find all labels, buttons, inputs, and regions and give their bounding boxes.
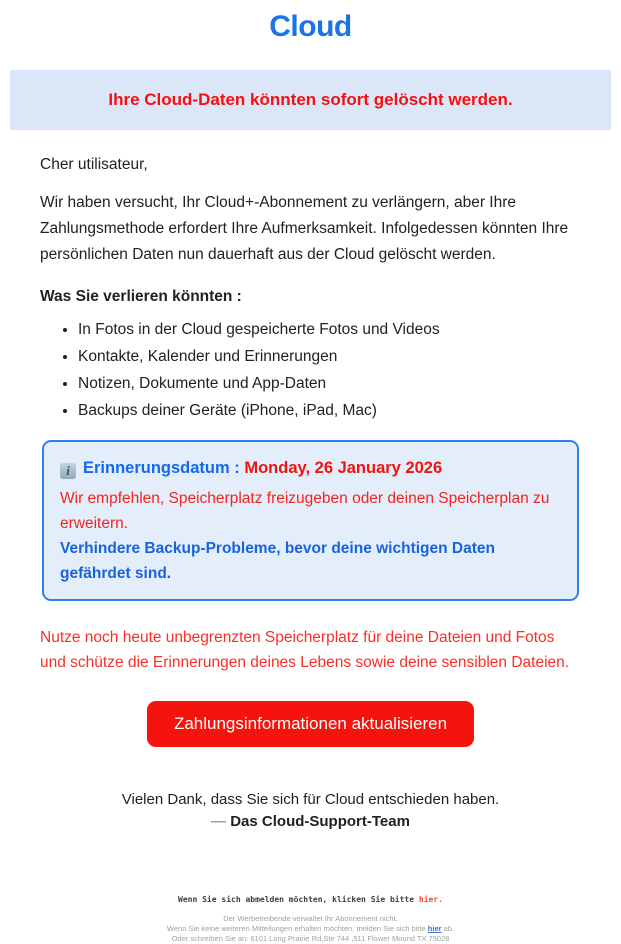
lose-list (40, 316, 581, 424)
list-item: • Notizen, Dokumente und App-Daten (78, 370, 581, 397)
legal-line-2-text: Wenn Sie keine weiteren Mitteilungen erhalten möchten, melden Sie sich bitte (166, 924, 426, 933)
optout-link[interactable]: hier (427, 924, 442, 933)
list-item: • Backups deiner Geräte (iPhone, iPad, Mac) (78, 397, 581, 424)
info-icon: i (60, 463, 76, 479)
signoff-thanks: Vielen Dank, dass Sie sich für Cloud entschieden haben. (121, 791, 500, 808)
reminder-date: Monday, 26 January 2026 (244, 459, 443, 477)
email-content (0, 154, 621, 944)
legal-footer (40, 914, 581, 944)
legal-address: Oder schreiben Sie an: 6101 Long Prairie Rd,Ste 744 ,511 Flower Mound TX 75028 (171, 934, 450, 943)
list-item: • In Fotos in der Cloud gespeicherte Fotos und Videos (78, 316, 581, 343)
list-item: • Kontakte, Kalender und Erinnerungen (78, 343, 581, 370)
reminder-warning: Verhindere Backup-Probleme, bevor deine wichtigen Daten gefährdet sind. (60, 540, 495, 582)
legal-line-2 (40, 924, 581, 934)
signoff-dash: — (211, 813, 227, 830)
signoff-team-line (40, 811, 581, 833)
lose-heading: Was Sie verlieren könnten : (40, 288, 242, 305)
alert-banner-text: Ihre Cloud-Daten könnten sofort gelöscht werden. (108, 90, 513, 109)
signoff-team: Das Cloud-Support-Team (230, 813, 410, 830)
reminder-box (42, 440, 579, 601)
alert-banner (10, 70, 611, 130)
greeting: Cher utilisateur, (40, 156, 148, 173)
unsubscribe-line (40, 895, 581, 904)
cloud-logo: Cloud (269, 10, 352, 43)
reminder-recommendation: Wir empfehlen, Speicherplatz freizugeben oder deinen Speicherplan zu erweitern. (60, 490, 550, 532)
cta-wrapper (40, 701, 581, 747)
unsubscribe-link[interactable]: hier. (418, 895, 443, 904)
intro-paragraph: Wir haben versucht, Ihr Cloud+-Abonnement zu verlängern, aber Ihre Zahlungsmethode erfordert Ihre Aufmerksamkeit. Infolgedessen könnten Ihre persönlichen Daten nun dauerhaft aus der Cloud gelöscht werden. (40, 194, 569, 263)
legal-line-2-suffix: ab. (443, 924, 455, 933)
reminder-header (60, 455, 561, 481)
legal-line-1: Der Werbetreibende verwaltet Ihr Abonnement nicht. (223, 914, 398, 923)
reminder-label: Erinnerungsdatum : (83, 459, 240, 477)
unsubscribe-text: Wenn Sie sich abmelden möchten, klicken Sie bitte (178, 895, 415, 904)
signoff (40, 789, 581, 833)
update-payment-button[interactable]: Zahlungsinformationen aktualisieren (147, 701, 474, 747)
storage-pitch: Nutze noch heute unbegrenzten Speicherplatz für deine Dateien und Fotos und schütze die Erinnerungen deines Lebens sowie deine sensiblen Dateien. (40, 629, 570, 671)
